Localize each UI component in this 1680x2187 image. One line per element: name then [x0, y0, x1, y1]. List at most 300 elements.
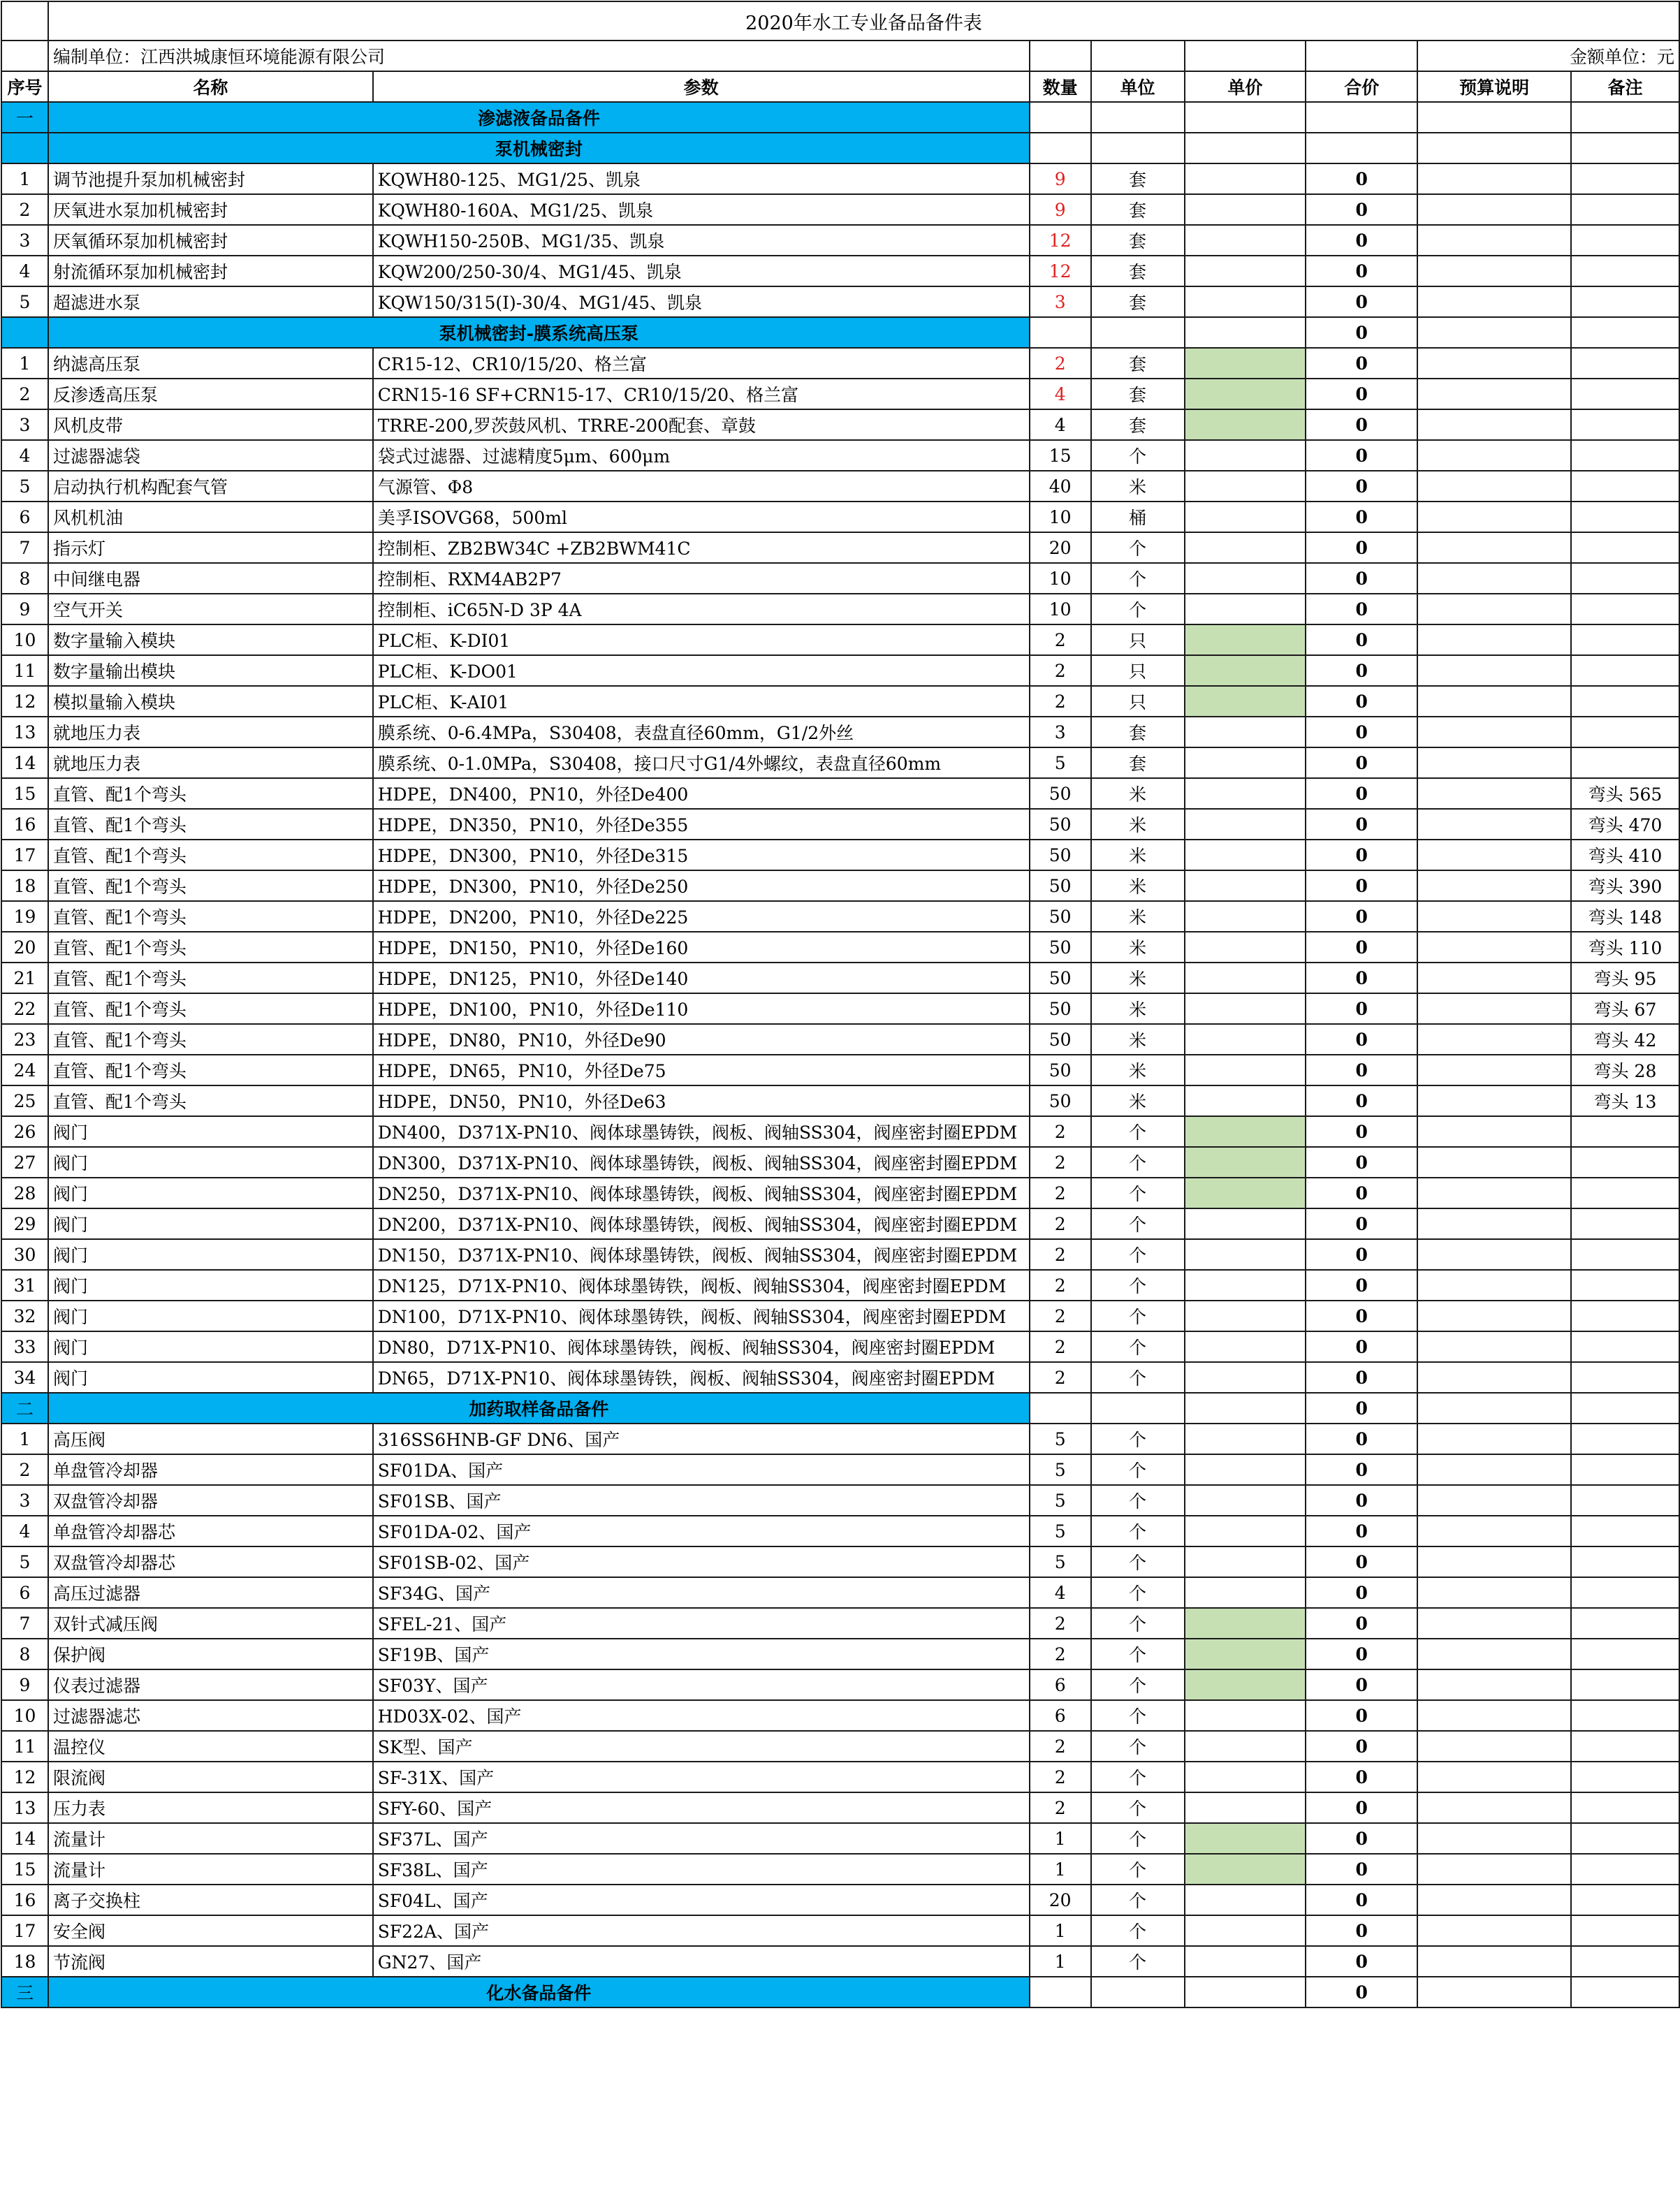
header-row [1, 71, 1679, 102]
item-price[interactable] [1185, 225, 1306, 256]
item-price[interactable] [1185, 532, 1306, 563]
item-unit: 个 [1091, 1239, 1185, 1270]
item-price[interactable] [1185, 471, 1306, 502]
item-unit: 个 [1091, 1762, 1185, 1792]
item-budget-note[interactable] [1417, 286, 1571, 317]
item-price[interactable] [1185, 1178, 1306, 1208]
item-price[interactable] [1185, 1946, 1306, 1977]
row-no: 5 [1, 1546, 48, 1577]
item-budget-note[interactable] [1417, 686, 1571, 717]
item-price[interactable] [1185, 1885, 1306, 1915]
item-price[interactable] [1185, 1301, 1306, 1331]
table-row [1, 1362, 1679, 1393]
item-qty: 50 [1030, 1085, 1091, 1116]
item-price[interactable] [1185, 1085, 1306, 1116]
item-budget-note[interactable] [1417, 532, 1571, 563]
item-remark [1571, 1178, 1679, 1208]
item-param: SFEL-21、国产 [373, 1608, 1030, 1639]
table-row [1, 1700, 1679, 1731]
item-name: 空气开关 [48, 594, 373, 624]
row-no: 15 [1, 1854, 48, 1885]
item-price[interactable] [1185, 594, 1306, 624]
item-budget-note[interactable] [1417, 1792, 1571, 1823]
item-remark [1571, 409, 1679, 440]
item-qty: 2 [1030, 1762, 1091, 1792]
row-no: 10 [1, 1700, 48, 1731]
item-name: 保护阀 [48, 1639, 373, 1669]
item-budget-note[interactable] [1417, 1946, 1571, 1977]
table-row [1, 409, 1679, 440]
item-total: 0 [1306, 963, 1417, 993]
item-total: 0 [1306, 1731, 1417, 1762]
item-total: 0 [1306, 1362, 1417, 1393]
amount-unit-label: 金额单位：元 [1417, 41, 1679, 71]
item-price[interactable] [1185, 1454, 1306, 1485]
item-unit: 个 [1091, 1116, 1185, 1147]
table-row [1, 686, 1679, 717]
item-price[interactable] [1185, 747, 1306, 778]
item-price[interactable] [1185, 1331, 1306, 1362]
item-budget-note[interactable] [1417, 1239, 1571, 1270]
item-budget-note[interactable] [1417, 1208, 1571, 1239]
item-param: HDPE，DN100，PN10，外径De110 [373, 993, 1030, 1024]
item-price[interactable] [1185, 1362, 1306, 1393]
item-param: HD03X-02、国产 [373, 1700, 1030, 1731]
item-unit: 个 [1091, 1424, 1185, 1454]
row-no: 16 [1, 809, 48, 840]
item-unit: 个 [1091, 1946, 1185, 1977]
item-budget-note[interactable] [1417, 963, 1571, 993]
item-budget-note[interactable] [1417, 471, 1571, 502]
item-budget-note[interactable] [1417, 409, 1571, 440]
row-no: 3 [1, 409, 48, 440]
item-price[interactable] [1185, 993, 1306, 1024]
item-remark [1571, 256, 1679, 286]
item-budget-note[interactable] [1417, 1362, 1571, 1393]
cell[interactable] [1417, 133, 1571, 163]
item-budget-note[interactable] [1417, 778, 1571, 809]
cell[interactable] [1417, 317, 1571, 348]
item-name: 阀门 [48, 1208, 373, 1239]
item-price[interactable] [1185, 963, 1306, 993]
row-no: 11 [1, 1731, 48, 1762]
table-row [1, 1762, 1679, 1792]
cell[interactable] [1030, 133, 1091, 163]
item-name: 中间继电器 [48, 563, 373, 594]
item-budget-note[interactable] [1417, 1915, 1571, 1946]
row-no: 5 [1, 286, 48, 317]
table-row [1, 1424, 1679, 1454]
item-unit: 套 [1091, 225, 1185, 256]
item-param: HDPE，DN50，PN10，外径De63 [373, 1085, 1030, 1116]
item-param: CR15-12、CR10/15/20、格兰富 [373, 348, 1030, 379]
item-price[interactable] [1185, 624, 1306, 655]
item-price[interactable] [1185, 348, 1306, 379]
section-no: 二 [1, 1393, 48, 1424]
cell[interactable] [1185, 102, 1306, 133]
item-qty: 1 [1030, 1915, 1091, 1946]
item-unit: 套 [1091, 256, 1185, 286]
row-no: 16 [1, 1885, 48, 1915]
item-price[interactable] [1185, 1669, 1306, 1700]
section-row [1, 133, 1679, 163]
item-remark [1571, 348, 1679, 379]
item-price[interactable] [1185, 1270, 1306, 1301]
item-budget-note[interactable] [1417, 225, 1571, 256]
item-remark [1571, 194, 1679, 225]
item-price[interactable] [1185, 409, 1306, 440]
item-budget-note[interactable] [1417, 1024, 1571, 1055]
header-remark: 备注 [1571, 71, 1679, 102]
item-price[interactable] [1185, 1639, 1306, 1669]
item-price[interactable] [1185, 655, 1306, 686]
item-param: SF-31X、国产 [373, 1762, 1030, 1792]
item-price[interactable] [1185, 778, 1306, 809]
item-qty: 2 [1030, 348, 1091, 379]
item-qty: 50 [1030, 963, 1091, 993]
item-budget-note[interactable] [1417, 1085, 1571, 1116]
item-remark: 弯头 42 [1571, 1024, 1679, 1055]
item-param: 膜系统、0-6.4MPa，S30408，表盘直径60mm，G1/2外丝 [373, 717, 1030, 747]
table-row [1, 1178, 1679, 1208]
item-budget-note[interactable] [1417, 379, 1571, 409]
item-param: PLC柜、K-AI01 [373, 686, 1030, 717]
row-no: 1 [1, 348, 48, 379]
item-price[interactable] [1185, 901, 1306, 932]
item-budget-note[interactable] [1417, 194, 1571, 225]
item-remark [1571, 717, 1679, 747]
cell[interactable] [1, 1, 48, 41]
item-price[interactable] [1185, 1147, 1306, 1178]
item-unit: 个 [1091, 1823, 1185, 1854]
table-row [1, 1854, 1679, 1885]
item-budget-note[interactable] [1417, 932, 1571, 963]
row-no: 2 [1, 1454, 48, 1485]
item-param: HDPE，DN200，PN10，外径De225 [373, 901, 1030, 932]
item-total: 0 [1306, 1270, 1417, 1301]
cell[interactable] [1030, 317, 1091, 348]
item-name: 阀门 [48, 1147, 373, 1178]
item-qty: 2 [1030, 1792, 1091, 1823]
item-budget-note[interactable] [1417, 840, 1571, 870]
item-budget-note[interactable] [1417, 1424, 1571, 1454]
item-name: 流量计 [48, 1854, 373, 1885]
item-price[interactable] [1185, 256, 1306, 286]
item-price[interactable] [1185, 809, 1306, 840]
cell[interactable] [1571, 133, 1679, 163]
item-budget-note[interactable] [1417, 809, 1571, 840]
header-no: 序号 [1, 71, 48, 102]
item-total: 0 [1306, 932, 1417, 963]
item-total: 0 [1306, 1577, 1417, 1608]
cell[interactable] [1571, 102, 1679, 133]
cell[interactable] [1030, 41, 1091, 71]
cell[interactable] [1185, 133, 1306, 163]
item-qty: 1 [1030, 1823, 1091, 1854]
item-param: DN400，D371X-PN10、阀体球墨铸铁，阀板、阀轴SS304，阀座密封圈EPDM [373, 1116, 1030, 1147]
item-total: 0 [1306, 286, 1417, 317]
row-no: 9 [1, 594, 48, 624]
item-price[interactable] [1185, 1516, 1306, 1546]
row-no: 21 [1, 963, 48, 993]
item-price[interactable] [1185, 1762, 1306, 1792]
row-no: 31 [1, 1270, 48, 1301]
item-price[interactable] [1185, 1546, 1306, 1577]
item-price[interactable] [1185, 1024, 1306, 1055]
item-budget-note[interactable] [1417, 1055, 1571, 1085]
cell[interactable] [1306, 41, 1417, 71]
item-param: SF01DA、国产 [373, 1454, 1030, 1485]
item-price[interactable] [1185, 1116, 1306, 1147]
table-row [1, 440, 1679, 471]
cell[interactable] [1030, 1977, 1091, 2007]
header-name: 名称 [48, 71, 373, 102]
item-budget-note[interactable] [1417, 1147, 1571, 1178]
item-budget-note[interactable] [1417, 563, 1571, 594]
item-unit: 个 [1091, 1362, 1185, 1393]
item-budget-note[interactable] [1417, 1577, 1571, 1608]
item-param: SF01SB、国产 [373, 1485, 1030, 1516]
item-qty: 20 [1030, 532, 1091, 563]
item-budget-note[interactable] [1417, 348, 1571, 379]
item-budget-note[interactable] [1417, 1546, 1571, 1577]
cell[interactable] [1, 41, 48, 71]
item-unit: 个 [1091, 1270, 1185, 1301]
item-budget-note[interactable] [1417, 1516, 1571, 1546]
item-qty: 50 [1030, 840, 1091, 870]
item-total: 0 [1306, 1331, 1417, 1362]
item-param: DN65，D71X-PN10、阀体球墨铸铁，阀板、阀轴SS304，阀座密封圈EPDM [373, 1362, 1030, 1393]
item-name: 超滤进水泵 [48, 286, 373, 317]
item-qty: 4 [1030, 379, 1091, 409]
table-row [1, 1085, 1679, 1116]
item-qty: 50 [1030, 932, 1091, 963]
item-price[interactable] [1185, 1792, 1306, 1823]
table-row [1, 1147, 1679, 1178]
item-budget-note[interactable] [1417, 1639, 1571, 1669]
item-param: TRRE-200,罗茨鼓风机、TRRE-200配套、章鼓 [373, 409, 1030, 440]
item-param: SFY-60、国产 [373, 1792, 1030, 1823]
item-remark [1571, 1915, 1679, 1946]
item-price[interactable] [1185, 686, 1306, 717]
item-budget-note[interactable] [1417, 1762, 1571, 1792]
item-qty: 5 [1030, 1485, 1091, 1516]
item-price[interactable] [1185, 163, 1306, 194]
item-name: 直管、配1个弯头 [48, 932, 373, 963]
item-total: 0 [1306, 1147, 1417, 1178]
cell[interactable] [1091, 317, 1185, 348]
item-budget-note[interactable] [1417, 1485, 1571, 1516]
item-budget-note[interactable] [1417, 440, 1571, 471]
cell[interactable] [1030, 1393, 1091, 1424]
item-price[interactable] [1185, 1854, 1306, 1885]
item-unit: 米 [1091, 901, 1185, 932]
item-price[interactable] [1185, 840, 1306, 870]
item-price[interactable] [1185, 1700, 1306, 1731]
item-param: SF04L、国产 [373, 1885, 1030, 1915]
item-qty: 40 [1030, 471, 1091, 502]
item-remark: 弯头 95 [1571, 963, 1679, 993]
item-budget-note[interactable] [1417, 1331, 1571, 1362]
table-row [1, 1055, 1679, 1085]
cell[interactable] [1571, 1393, 1679, 1424]
header-param: 参数 [373, 71, 1030, 102]
item-price[interactable] [1185, 717, 1306, 747]
item-budget-note[interactable] [1417, 870, 1571, 901]
item-price[interactable] [1185, 870, 1306, 901]
cell[interactable] [1417, 1977, 1571, 2007]
item-price[interactable] [1185, 563, 1306, 594]
item-price[interactable] [1185, 1731, 1306, 1762]
item-name: 阀门 [48, 1362, 373, 1393]
item-budget-note[interactable] [1417, 163, 1571, 194]
item-unit: 套 [1091, 409, 1185, 440]
cell[interactable] [1091, 102, 1185, 133]
item-name: 直管、配1个弯头 [48, 901, 373, 932]
cell[interactable] [1185, 1393, 1306, 1424]
item-param: HDPE，DN350，PN10，外径De355 [373, 809, 1030, 840]
row-no: 18 [1, 870, 48, 901]
item-total: 0 [1306, 163, 1417, 194]
item-name: 启动执行机构配套气管 [48, 471, 373, 502]
item-total: 0 [1306, 594, 1417, 624]
item-price[interactable] [1185, 440, 1306, 471]
item-qty: 10 [1030, 502, 1091, 532]
item-budget-note[interactable] [1417, 1454, 1571, 1485]
item-budget-note[interactable] [1417, 624, 1571, 655]
item-name: 过滤器滤袋 [48, 440, 373, 471]
item-price[interactable] [1185, 286, 1306, 317]
item-total: 0 [1306, 440, 1417, 471]
item-unit: 个 [1091, 1885, 1185, 1915]
item-unit: 个 [1091, 1639, 1185, 1669]
item-budget-note[interactable] [1417, 1669, 1571, 1700]
item-budget-note[interactable] [1417, 1301, 1571, 1331]
item-price[interactable] [1185, 1239, 1306, 1270]
item-budget-note[interactable] [1417, 502, 1571, 532]
item-qty: 3 [1030, 286, 1091, 317]
item-budget-note[interactable] [1417, 1823, 1571, 1854]
item-param: 美孚ISOVG68，500ml [373, 502, 1030, 532]
cell[interactable] [1185, 317, 1306, 348]
item-budget-note[interactable] [1417, 1885, 1571, 1915]
cell[interactable] [1030, 102, 1091, 133]
cell[interactable] [1571, 1977, 1679, 2007]
item-qty: 2 [1030, 1178, 1091, 1208]
item-total: 0 [1306, 840, 1417, 870]
cell[interactable] [1417, 102, 1571, 133]
cell[interactable] [1417, 1393, 1571, 1424]
item-price[interactable] [1185, 502, 1306, 532]
item-price[interactable] [1185, 932, 1306, 963]
item-remark [1571, 1301, 1679, 1331]
item-price[interactable] [1185, 194, 1306, 225]
item-name: 纳滤高压泵 [48, 348, 373, 379]
cell[interactable] [1185, 41, 1306, 71]
cell[interactable] [1091, 133, 1185, 163]
item-name: 节流阀 [48, 1946, 373, 1977]
table-row [1, 840, 1679, 870]
item-remark [1571, 1885, 1679, 1915]
item-remark [1571, 1762, 1679, 1792]
item-qty: 2 [1030, 1116, 1091, 1147]
item-budget-note[interactable] [1417, 901, 1571, 932]
section-row [1, 102, 1679, 133]
item-budget-note[interactable] [1417, 594, 1571, 624]
cell[interactable] [1571, 317, 1679, 348]
item-name: 双盘管冷却器芯 [48, 1546, 373, 1577]
table-row [1, 194, 1679, 225]
item-qty: 4 [1030, 409, 1091, 440]
item-budget-note[interactable] [1417, 747, 1571, 778]
item-price[interactable] [1185, 379, 1306, 409]
item-price[interactable] [1185, 1915, 1306, 1946]
cell[interactable] [1185, 1977, 1306, 2007]
item-qty: 50 [1030, 778, 1091, 809]
section-title: 渗滤液备品备件 [48, 102, 1030, 133]
item-price[interactable] [1185, 1577, 1306, 1608]
row-no: 8 [1, 563, 48, 594]
table-row [1, 1731, 1679, 1762]
table-row [1, 502, 1679, 532]
item-budget-note[interactable] [1417, 1700, 1571, 1731]
item-unit: 套 [1091, 747, 1185, 778]
item-total: 0 [1306, 1915, 1417, 1946]
cell[interactable] [1091, 1977, 1185, 2007]
item-budget-note[interactable] [1417, 1608, 1571, 1639]
item-name: 直管、配1个弯头 [48, 1055, 373, 1085]
item-unit: 个 [1091, 563, 1185, 594]
item-budget-note[interactable] [1417, 1854, 1571, 1885]
item-budget-note[interactable] [1417, 1178, 1571, 1208]
item-qty: 2 [1030, 1362, 1091, 1393]
item-price[interactable] [1185, 1823, 1306, 1854]
item-price[interactable] [1185, 1208, 1306, 1239]
row-no: 7 [1, 1608, 48, 1639]
item-remark [1571, 1639, 1679, 1669]
row-no: 3 [1, 1485, 48, 1516]
item-price[interactable] [1185, 1485, 1306, 1516]
item-total: 0 [1306, 348, 1417, 379]
section-total [1306, 102, 1417, 133]
item-qty: 9 [1030, 163, 1091, 194]
item-total: 0 [1306, 1208, 1417, 1239]
item-price[interactable] [1185, 1608, 1306, 1639]
item-remark: 弯头 28 [1571, 1055, 1679, 1085]
item-budget-note[interactable] [1417, 993, 1571, 1024]
cell[interactable] [1091, 41, 1185, 71]
item-budget-note[interactable] [1417, 1731, 1571, 1762]
item-total: 0 [1306, 502, 1417, 532]
item-name: 直管、配1个弯头 [48, 809, 373, 840]
item-name: 厌氧进水泵加机械密封 [48, 194, 373, 225]
cell[interactable] [1091, 1393, 1185, 1424]
item-budget-note[interactable] [1417, 1270, 1571, 1301]
item-price[interactable] [1185, 1424, 1306, 1454]
table-row [1, 379, 1679, 409]
item-budget-note[interactable] [1417, 256, 1571, 286]
item-budget-note[interactable] [1417, 1116, 1571, 1147]
item-param: DN200，D371X-PN10、阀体球墨铸铁，阀板、阀轴SS304，阀座密封圈EPDM [373, 1208, 1030, 1239]
item-budget-note[interactable] [1417, 655, 1571, 686]
item-total: 0 [1306, 471, 1417, 502]
item-price[interactable] [1185, 1055, 1306, 1085]
row-no: 5 [1, 471, 48, 502]
item-unit: 个 [1091, 532, 1185, 563]
item-name: 就地压力表 [48, 747, 373, 778]
item-budget-note[interactable] [1417, 717, 1571, 747]
item-param: DN150，D371X-PN10、阀体球墨铸铁，阀板、阀轴SS304，阀座密封圈EPDM [373, 1239, 1030, 1270]
